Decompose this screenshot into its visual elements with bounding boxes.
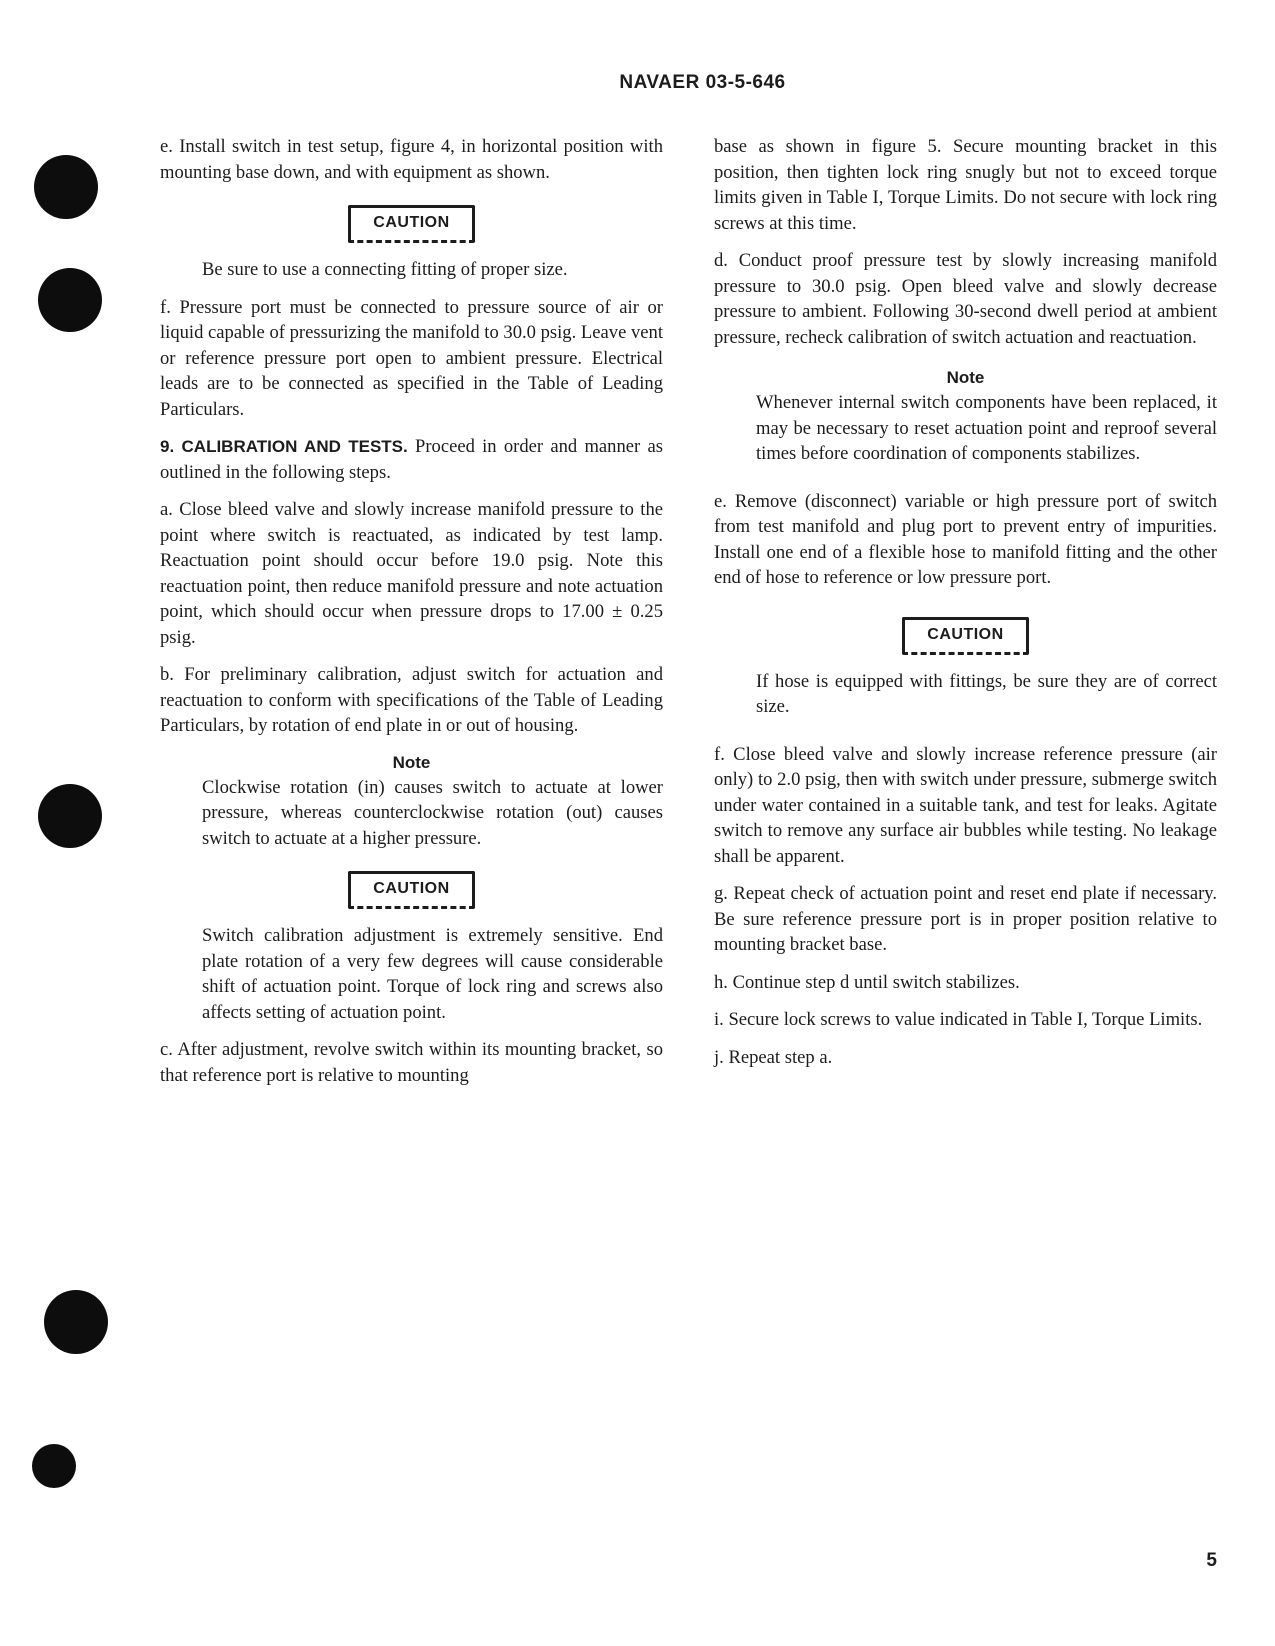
- section-9: [160, 434, 663, 485]
- caution-label: CAUTION: [348, 205, 474, 243]
- page-header: NAVAER 03-5-646: [619, 72, 786, 93]
- section-9-title: 9. CALIBRATION AND TESTS.: [160, 437, 408, 456]
- paragraph-f-left: f. Pressure port must be connected to pressure source of air or liquid capable of pressurizing the manifold to 30.0 psig. Leave vent or reference pressure port open to ambient pressure. Electrical leads are to be connected as specified in the Table of Leading Particulars.: [160, 296, 663, 420]
- paragraph-g: g. Repeat check of actuation point and reset end plate if necessary. Be sure reference pressure port is in proper position relative to mounting bracket base.: [714, 883, 1217, 955]
- caution-box-3: [714, 617, 1217, 655]
- paragraph-b: b. For preliminary calibration, adjust switch for actuation and reactuation to conform with specifications of the Table of Leading Particulars, by rotation of end plate in or out of housing.: [160, 664, 663, 736]
- paragraph-h: h. Continue step d until switch stabilizes.: [714, 971, 1020, 993]
- caution-label: CAUTION: [348, 871, 474, 909]
- note-title-1: Note: [392, 752, 431, 772]
- caution-text-1: Be sure to use a connecting fitting of proper size.: [202, 259, 568, 280]
- paragraph-e-left: e. Install switch in test setup, figure 4, in horizontal position with mounting base down, and with equipment as shown.: [160, 136, 663, 183]
- binder-hole-4: [44, 1290, 108, 1354]
- page-number: 5: [1206, 1550, 1217, 1571]
- caution-text-3: If hose is equipped with fittings, be sure they are of correct size.: [756, 670, 1217, 717]
- note-title-2: Note: [946, 368, 985, 387]
- paragraph-i: i. Secure lock screws to value indicated in Table I, Torque Limits.: [714, 1009, 1203, 1030]
- left-column: [160, 134, 663, 1088]
- section-9-text: Proceed in order and manner as outlined in the following steps.: [160, 436, 663, 483]
- note-text-2: Whenever internal switch components have been replaced, it may be necessary to reset actuation point and reproof several times before coordination of components stabilizes.: [756, 392, 1217, 464]
- binder-hole-1: [34, 155, 98, 219]
- binder-hole-5: [32, 1444, 76, 1488]
- paragraph-e-right: e. Remove (disconnect) variable or high pressure port of switch from test manifold and plug port to prevent entry of impurities. Install one end of a flexible hose to manifold fitting and the other end of hose to reference or low pressure port.: [714, 490, 1217, 588]
- paragraph-c-continued: base as shown in figure 5. Secure mounting bracket in this position, then tighten lock ring snugly but not to exceed torque limits given in Table I, Torque Limits. Do not secure with lock ring screws at this time.: [714, 136, 1217, 234]
- paragraph-j: j. Repeat step a.: [714, 1046, 833, 1068]
- paragraph-d: d. Conduct proof pressure test by slowly increasing manifold pressure to 30.0 psig. Open bleed valve and slowly decrease pressure to ambient. Following 30-second dwell period at ambient pressure, recheck calibration of switch actuation and reactuation.: [714, 250, 1217, 348]
- paragraph-c: c. After adjustment, revolve switch within its mounting bracket, so that reference port is relative to mounting: [160, 1039, 663, 1086]
- caution-text-2: Switch calibration adjustment is extremely sensitive. End plate rotation of a very few degrees will cause considerable shift of actuation point. Torque of lock ring and screws also affects setting of actuation point.: [202, 925, 663, 1023]
- binder-hole-3: [38, 784, 102, 848]
- caution-box-2: [160, 871, 663, 909]
- caution-label: CAUTION: [902, 617, 1028, 655]
- note-text-1: Clockwise rotation (in) causes switch to actuate at lower pressure, whereas counterclockwise rotation (out) causes switch to actuate at a higher pressure.: [202, 776, 663, 849]
- right-column: [714, 134, 1217, 1070]
- paragraph-f-right: f. Close bleed valve and slowly increase reference pressure (air only) to 2.0 psig, then with switch under pressure, submerge switch under water contained in a suitable tank, and test for leaks. Agitate switch to remove any surface air bubbles while testing. No leakage shall be apparent.: [714, 743, 1217, 867]
- paragraph-a: a. Close bleed valve and slowly increase manifold pressure to the point where switch is reactuated, as indicated by test lamp. Reactuation point should occur before 19.0 psig. Note this reactuation point, then reduce manifold pressure and note actuation point, which should occur when pressure drops to 17.00 ± 0.25 psig.: [160, 499, 663, 648]
- caution-box-1: [160, 205, 663, 243]
- binder-hole-2: [38, 268, 102, 332]
